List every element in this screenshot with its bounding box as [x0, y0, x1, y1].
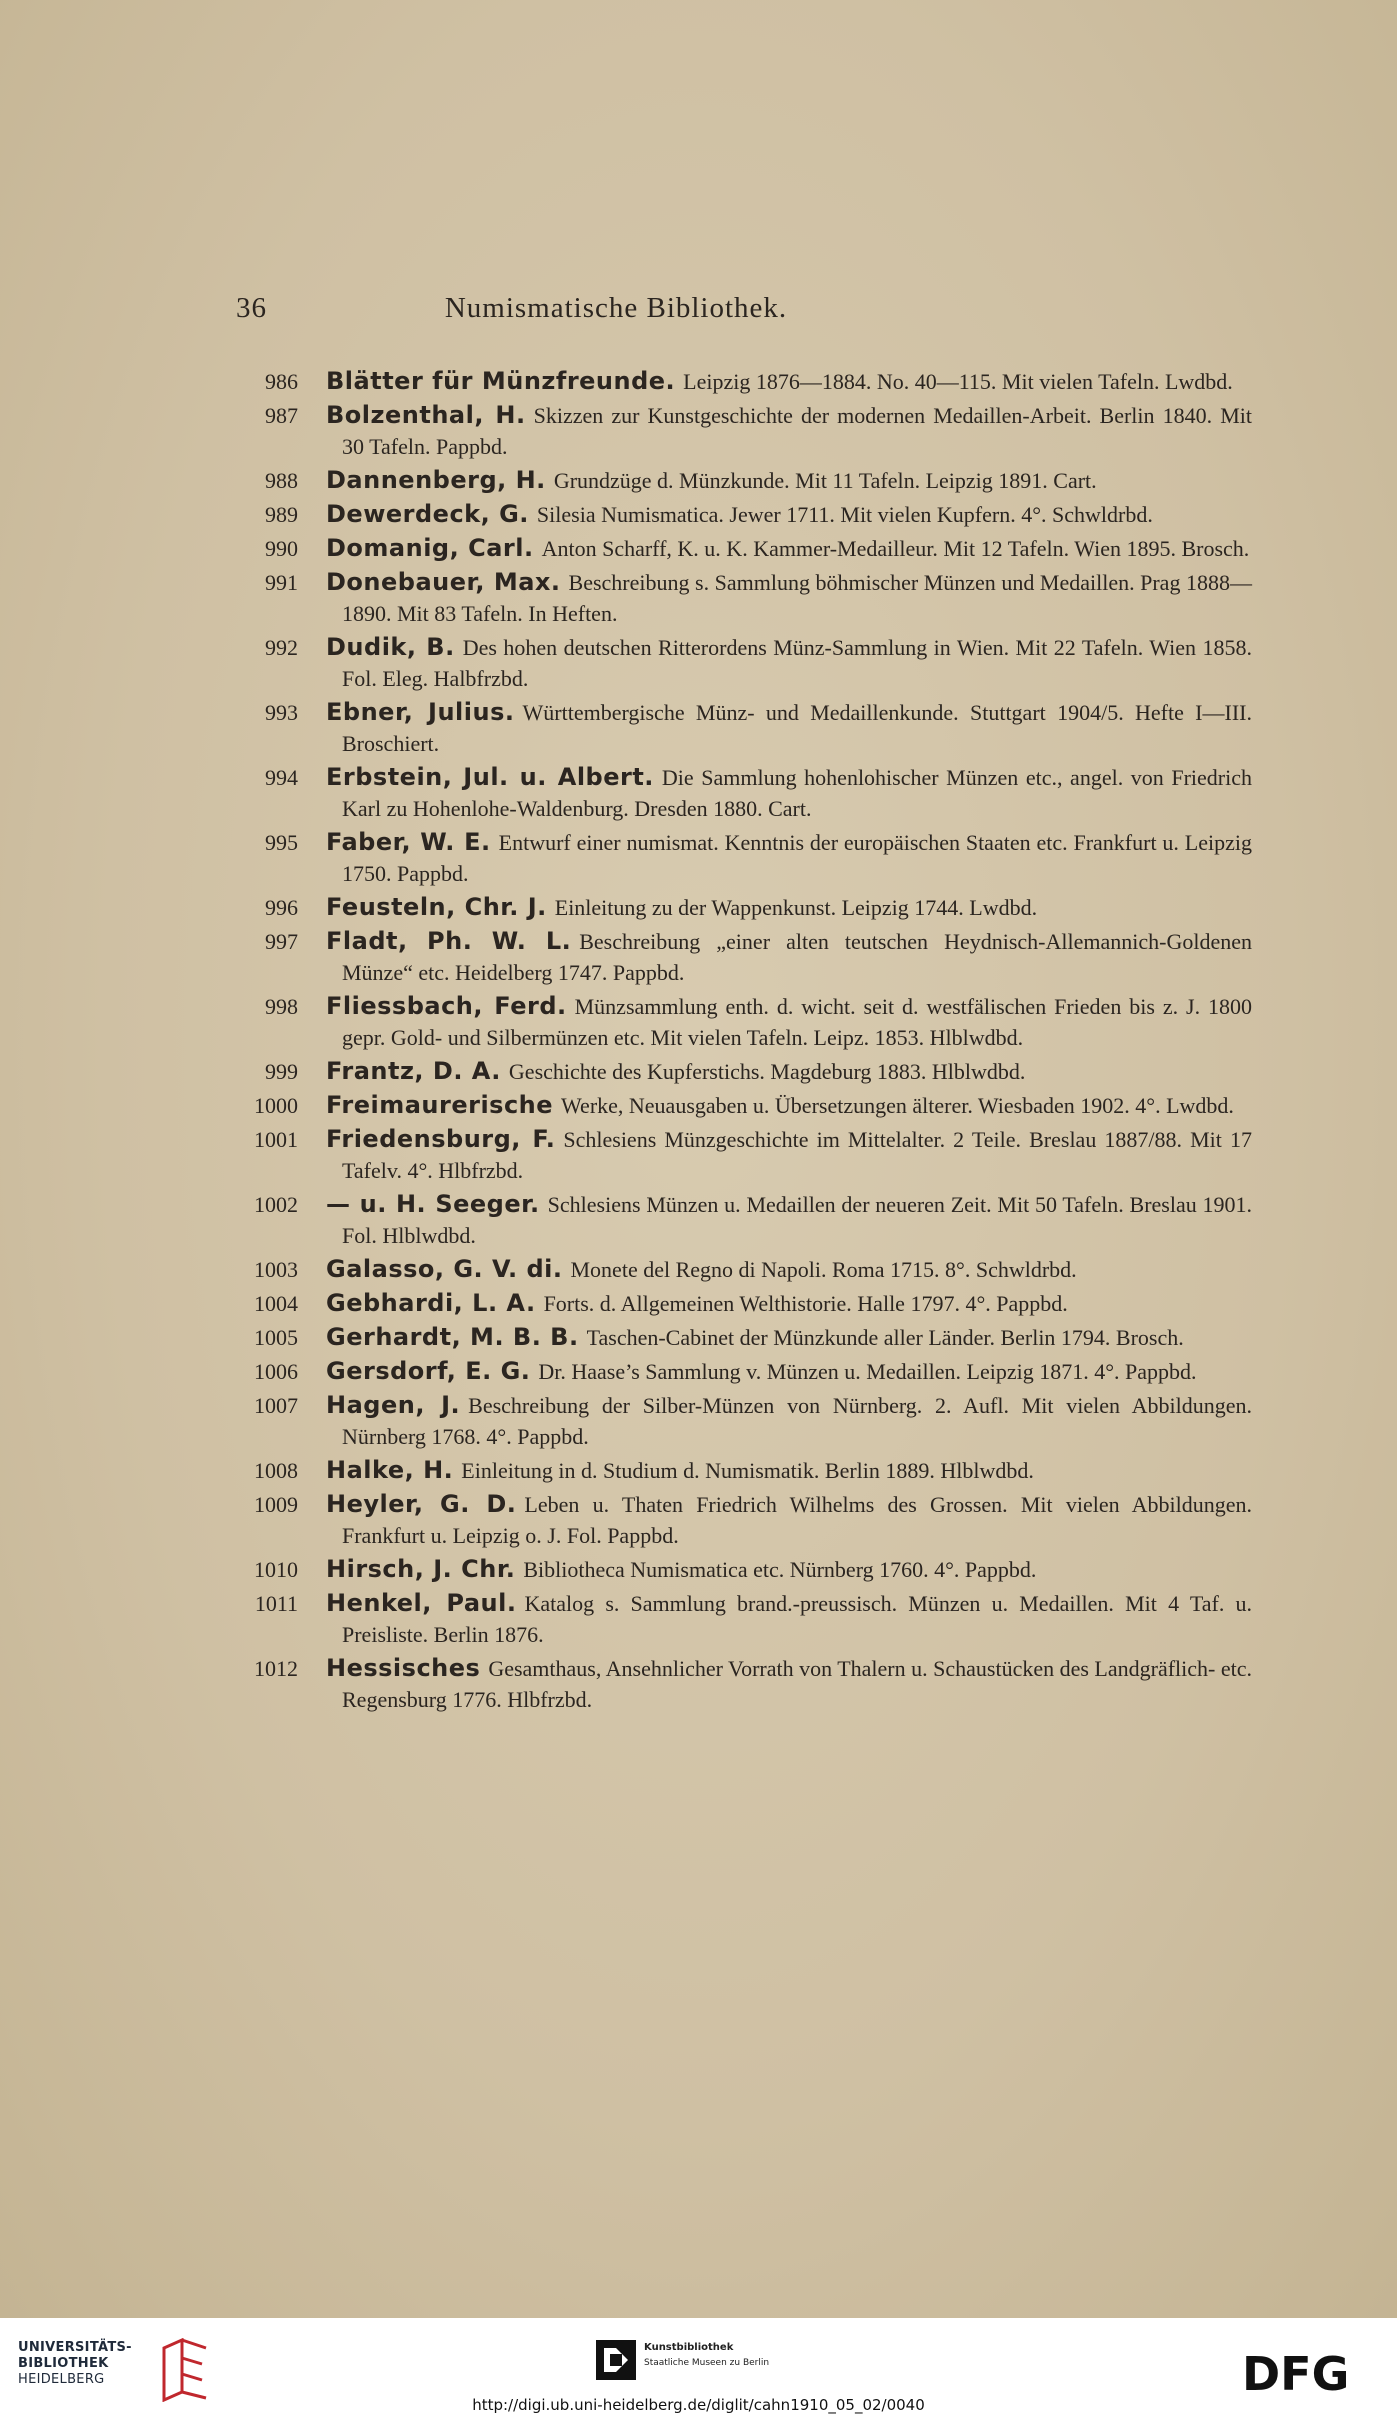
entry-number: 1012: [254, 1656, 298, 1681]
entry-number: 986: [265, 369, 298, 394]
catalog-entry: [230, 366, 1252, 397]
entry-author: Blätter für Münzfreunde.: [326, 367, 676, 395]
entry-description: Entwurf einer numismat. Kenntnis der europäischen Staaten etc. Frankfurt u. Leipzig 1750. Pappbd.: [342, 830, 1252, 886]
entry-body: [326, 1189, 1252, 1251]
catalog-entry: [230, 697, 1252, 759]
entry-description: Anton Scharff, K. u. K. Kammer-Medailleur. Mit 12 Tafeln. Wien 1895. Brosch.: [541, 536, 1250, 561]
entry-body: [326, 762, 1252, 824]
entry-author: Henkel, Paul.: [326, 1589, 517, 1617]
entry-number: 1007: [254, 1393, 298, 1418]
kunstbibliothek-name: Kunstbibliothek: [644, 2342, 734, 2353]
entry-author: — u. H. Seeger.: [326, 1190, 540, 1218]
entry-description: Silesia Numismatica. Jewer 1711. Mit vielen Kupfern. 4°. Schwldrbd.: [536, 502, 1153, 527]
entry-number: 1002: [254, 1192, 298, 1217]
catalog-entry: [230, 1056, 1252, 1087]
entry-number: 1003: [254, 1257, 298, 1282]
catalog-entry: [230, 991, 1252, 1053]
entry-description: Werke, Neuausgaben u. Übersetzungen älterer. Wiesbaden 1902. 4°. Lwdbd.: [561, 1093, 1234, 1118]
entry-description: Münzsammlung enth. d. wicht. seit d. westfälischen Frieden bis z. J. 1800 gepr. Gold- und Silbermünzen etc. Mit vielen Tafeln. Leipz. 1853. Hlblwdbd.: [342, 994, 1253, 1050]
entry-body: [326, 465, 1252, 496]
entry-body: [326, 366, 1252, 397]
source-url[interactable]: http://digi.ub.uni-heidelberg.de/diglit/cahn1910_05_02/0040: [472, 2396, 925, 2414]
entry-description: Geschichte des Kupferstichs. Magdeburg 1883. Hlblwdbd.: [508, 1059, 1026, 1084]
kunstbibliothek-subtitle: Staatliche Museen zu Berlin: [644, 2358, 770, 2368]
entry-author: Feusteln, Chr. J.: [326, 893, 547, 921]
catalog-entry: [230, 1653, 1252, 1715]
entry-description: Schlesiens Münzen u. Medaillen der neueren Zeit. Mit 50 Tafeln. Breslau 1901. Fol. Hlblwdbd.: [342, 1192, 1252, 1248]
entry-body: [326, 499, 1252, 530]
entry-number: 988: [265, 468, 298, 493]
entry-number: 992: [265, 635, 298, 660]
entry-body: [326, 1455, 1252, 1486]
entry-author: Friedensburg, F.: [326, 1125, 556, 1153]
entry-body: [326, 827, 1252, 889]
catalog-entry: [230, 632, 1252, 694]
entry-author: Hirsch, J. Chr.: [326, 1555, 516, 1583]
entry-description: Schlesiens Münzgeschichte im Mittelalter. 2 Teile. Breslau 1887/88. Mit 17 Tafelv. 4°. Hlbfrzbd.: [342, 1127, 1253, 1183]
entry-body: [326, 1390, 1252, 1452]
catalog-entries: [230, 366, 1252, 1718]
catalog-entry: [230, 1455, 1252, 1486]
entry-description: Einleitung zu der Wappenkunst. Leipzig 1744. Lwdbd.: [554, 895, 1038, 920]
entry-description: Beschreibung der Silber-Münzen von Nürnberg. 2. Aufl. Mit vielen Abbildungen. Nürnberg 1768. 4°. Pappbd.: [342, 1393, 1253, 1449]
entry-body: [326, 1588, 1252, 1650]
entry-number: 1009: [254, 1492, 298, 1517]
entry-body: [326, 1124, 1252, 1186]
catalog-entry: [230, 1288, 1252, 1319]
entry-author: Dewerdeck, G.: [326, 500, 529, 528]
entry-body: [326, 1322, 1252, 1353]
entry-number: 995: [265, 830, 298, 855]
entry-body: [326, 533, 1252, 564]
entry-body: [326, 1653, 1252, 1715]
entry-description: Beschreibung „einer alten teutschen Heydnisch-Allemannich-Goldenen Münze“ etc. Heidelberg 1747. Pappbd.: [342, 929, 1252, 985]
entry-author: Domanig, Carl.: [326, 534, 534, 562]
entry-author: Ebner, Julius.: [326, 698, 515, 726]
catalog-entry: [230, 1322, 1252, 1353]
entry-body: [326, 697, 1252, 759]
entry-body: [326, 1288, 1252, 1319]
entry-author: Erbstein, Jul. u. Albert.: [326, 763, 654, 791]
entry-description: Des hohen deutschen Ritterordens Münz-Sammlung in Wien. Mit 22 Tafeln. Wien 1858. Fol. Eleg. Halbfrzbd.: [342, 635, 1252, 691]
entry-body: [326, 1489, 1252, 1551]
kunstbibliothek-mark-icon: [596, 2340, 636, 2380]
entry-description: Grundzüge d. Münzkunde. Mit 11 Tafeln. Leipzig 1891. Cart.: [553, 468, 1097, 493]
entry-number: 1011: [254, 1591, 298, 1616]
dfg-logo[interactable]: [1242, 2346, 1378, 2398]
entry-author: Frantz, D. A.: [326, 1057, 501, 1085]
catalog-entry: [230, 926, 1252, 988]
entry-author: Gersdorf, E. G.: [326, 1357, 531, 1385]
entry-description: Katalog s. Sammlung brand.-preussisch. Münzen u. Medaillen. Mit 4 Taf. u. Preisliste. Berlin 1876.: [342, 1591, 1253, 1647]
entry-description: Leben u. Thaten Friedrich Wilhelms des Grossen. Mit vielen Abbildungen. Frankfurt u. Leipzig o. J. Fol. Pappbd.: [342, 1492, 1252, 1548]
entry-number: 1005: [254, 1325, 298, 1350]
entry-author: Faber, W. E.: [326, 828, 491, 856]
entry-number: 997: [265, 929, 298, 954]
catalog-entry: [230, 465, 1252, 496]
entry-body: [326, 567, 1252, 629]
entry-author: Bolzenthal, H.: [326, 401, 526, 429]
catalog-entry: [230, 400, 1252, 462]
entry-description: Beschreibung s. Sammlung böhmischer Münzen und Medaillen. Prag 1888—1890. Mit 83 Tafeln. In Heften.: [342, 570, 1252, 626]
entry-body: [326, 1554, 1252, 1585]
entry-body: [326, 892, 1252, 923]
footer-bar: [0, 2318, 1397, 2418]
entry-description: Leipzig 1876—1884. No. 40—115. Mit vielen Tafeln. Lwdbd.: [683, 369, 1233, 394]
catalog-entry: [230, 1390, 1252, 1452]
entry-author: Dudik, B.: [326, 633, 455, 661]
entry-number: 998: [265, 994, 298, 1019]
catalog-entry: [230, 827, 1252, 889]
entry-number: 1006: [254, 1359, 298, 1384]
entry-author: Fladt, Ph. W. L.: [326, 927, 572, 955]
running-head: [236, 292, 956, 332]
catalog-entry: [230, 892, 1252, 923]
catalog-entry: [230, 1090, 1252, 1121]
entry-author: Freimaurerische: [326, 1091, 554, 1119]
dfg-logo-text: DFG: [1242, 2347, 1350, 2398]
entry-number: 993: [265, 700, 298, 725]
entry-number: 1010: [254, 1557, 298, 1582]
entry-description: Forts. d. Allgemeinen Welthistorie. Halle 1797. 4°. Pappbd.: [543, 1291, 1068, 1316]
entry-description: Württembergische Münz- und Medaillenkunde. Stuttgart 1904/5. Hefte I—III. Broschiert.: [342, 700, 1252, 756]
entry-body: [326, 632, 1252, 694]
entry-number: 989: [265, 502, 298, 527]
page-title: Numismatische Bibliothek.: [444, 292, 788, 324]
catalog-entry: [230, 762, 1252, 824]
entry-description: Einleitung in d. Studium d. Numismatik. Berlin 1889. Hlblwdbd.: [461, 1458, 1034, 1483]
entry-body: [326, 926, 1252, 988]
entry-number: 991: [265, 570, 298, 595]
ub-logo-text: [18, 2340, 148, 2388]
entry-author: Hagen, J.: [326, 1391, 461, 1419]
entry-author: Donebauer, Max.: [326, 568, 561, 596]
entry-number: 990: [265, 536, 298, 561]
entry-number: 994: [265, 765, 298, 790]
entry-description: Taschen-Cabinet der Münzkunde aller Länder. Berlin 1794. Brosch.: [586, 1325, 1184, 1350]
entry-number: 999: [265, 1059, 298, 1084]
entry-body: [326, 1090, 1252, 1121]
entry-description: Dr. Haase’s Sammlung v. Münzen u. Medaillen. Leipzig 1871. 4°. Pappbd.: [538, 1359, 1197, 1384]
entry-body: [326, 1254, 1252, 1285]
entry-body: [326, 400, 1252, 462]
entry-body: [326, 1056, 1252, 1087]
entry-author: Hessisches: [326, 1654, 481, 1682]
entry-body: [326, 1356, 1252, 1387]
ub-logo-line1: UNIVERSITÄTS-: [18, 2340, 132, 2355]
entry-body: [326, 991, 1252, 1053]
page-number: 36: [236, 292, 267, 324]
entry-author: Dannenberg, H.: [326, 466, 546, 494]
entry-author: Gerhardt, M. B. B.: [326, 1323, 579, 1351]
ub-logo-line3: HEIDELBERG: [18, 2372, 105, 2387]
entry-number: 987: [265, 403, 298, 428]
entry-number: 1001: [254, 1127, 298, 1152]
entry-number: 1004: [254, 1291, 298, 1316]
catalog-entry: [230, 1489, 1252, 1551]
entry-description: Monete del Regno di Napoli. Roma 1715. 8°. Schwldrbd.: [570, 1257, 1077, 1282]
ub-logo-line2: BIBLIOTHEK: [18, 2356, 109, 2371]
catalog-entry: [230, 533, 1252, 564]
catalog-entry: [230, 1554, 1252, 1585]
entry-author: Fliessbach, Ferd.: [326, 992, 567, 1020]
catalog-entry: [230, 1254, 1252, 1285]
entry-author: Gebhardi, L. A.: [326, 1289, 536, 1317]
entry-author: Heyler, G. D.: [326, 1490, 517, 1518]
entry-description: Bibliotheca Numismatica etc. Nürnberg 1760. 4°. Pappbd.: [523, 1557, 1037, 1582]
entry-description: Die Sammlung hohenlohischer Münzen etc., angel. von Friedrich Karl zu Hohenlohe-Waldenburg. Dresden 1880. Cart.: [342, 765, 1252, 821]
kunstbibliothek-logo[interactable]: [596, 2340, 856, 2390]
catalog-entry: [230, 1124, 1252, 1186]
entry-author: Galasso, G. V. di.: [326, 1255, 563, 1283]
entry-number: 1008: [254, 1458, 298, 1483]
entry-author: Halke, H.: [326, 1456, 454, 1484]
catalog-entry: [230, 567, 1252, 629]
catalog-entry: [230, 499, 1252, 530]
catalog-entry: [230, 1356, 1252, 1387]
entry-description: Skizzen zur Kunstgeschichte der modernen Medaillen-Arbeit. Berlin 1840. Mit 30 Tafeln. Pappbd.: [342, 403, 1252, 459]
ub-mark-icon: [158, 2338, 212, 2402]
entry-number: 1000: [254, 1093, 298, 1118]
catalog-entry: [230, 1588, 1252, 1650]
entry-description: Gesamthaus, Ansehnlicher Vorrath von Thalern u. Schaustücken des Landgräflich- etc. Regensburg 1776. Hlbfrzbd.: [342, 1656, 1253, 1712]
entry-number: 996: [265, 895, 298, 920]
catalog-entry: [230, 1189, 1252, 1251]
